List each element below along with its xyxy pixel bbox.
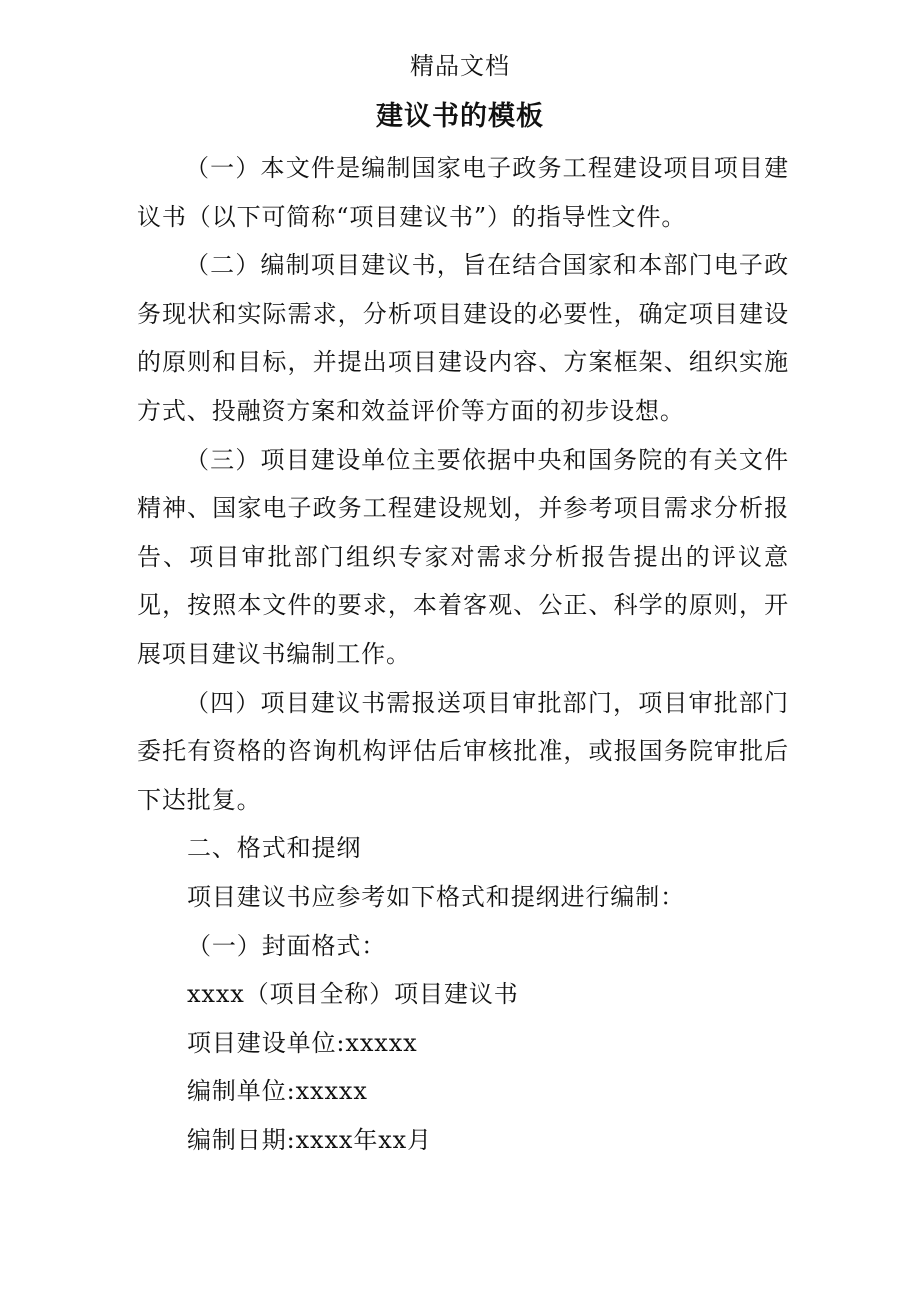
document-body [137, 144, 789, 1164]
cover-heading: （一）封面格式： [187, 931, 387, 960]
paragraph-4: （四）项目建议书需报送项目审批部门，项目审批部门委托有资格的咨询机构评估后审核批准，或报国务院审批后下达批复。 [137, 688, 789, 814]
cover-line-construction-unit: 项目建设单位:xxxxx [187, 1028, 418, 1057]
paragraph-3: （三）项目建设单位主要依据中央和国务院的有关文件精神、国家电子政务工程建设规划，并参考项目需求分析报告、项目审批部门组织专家对需求分析报告提出的评议意见，按照本文件的要求，本着客观、公正、科学的原则，开展项目建议书编制工作。 [137, 445, 789, 668]
document-title: 建议书的模板 [376, 101, 544, 132]
cover-line-compiling-unit: 编制单位:xxxxx [187, 1077, 368, 1106]
paragraph-2: （二）编制项目建议书，旨在结合国家和本部门电子政务现状和实际需求，分析项目建设的必要性，确定项目建设的原则和目标，并提出项目建设内容、方案框架、组织实施方式、投融资方案和效益评价等方面的初步设想。 [137, 251, 789, 425]
cover-line-project-name: xxxx（项目全称）项目建议书 [187, 980, 519, 1009]
intro-line: 项目建议书应参考如下格式和提纲进行编制： [187, 882, 685, 911]
paragraph-1: （一）本文件是编制国家电子政务工程建设项目项目建议书（以下可简称“项目建议书”）的指导性文件。 [137, 154, 789, 231]
page-header: 精品文档 [410, 52, 510, 80]
cover-line-compile-date: 编制日期:xxxx年xx月 [187, 1125, 432, 1154]
section-heading: 二、格式和提纲 [187, 834, 362, 863]
